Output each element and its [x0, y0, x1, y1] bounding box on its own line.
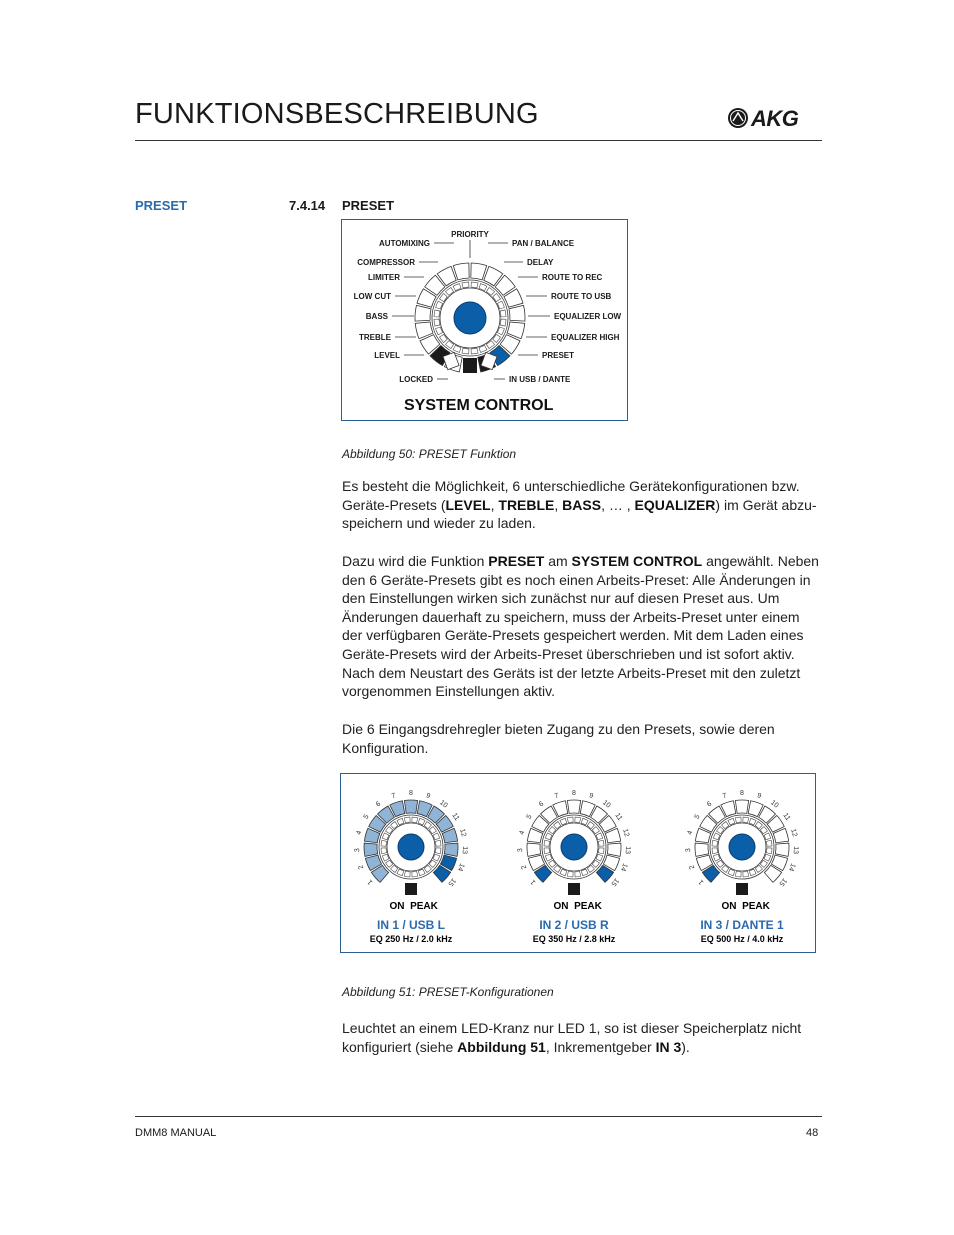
tick-label: 9 — [756, 792, 763, 801]
system-control-figure — [341, 219, 628, 421]
tick-label: 9 — [425, 792, 432, 801]
label-delay: DELAY — [527, 258, 554, 267]
text-run: Die 6 Eingangsdrehregler bieten Zugang zu den Presets, sowie deren Konfiguration. — [342, 721, 775, 756]
knob-ridge — [575, 817, 581, 823]
knob-ridge — [735, 817, 741, 823]
knob-title: IN 1 / USB L — [376, 918, 446, 932]
label-low-cut: LOW CUT — [353, 292, 391, 301]
tick-label: 1 — [529, 878, 538, 886]
system-control-diagram — [342, 220, 627, 420]
tick-label: 2 — [357, 863, 366, 871]
tick-label: 13 — [791, 846, 800, 855]
text-run: , — [554, 496, 563, 513]
text-run: am — [544, 553, 572, 569]
led-segment — [444, 843, 458, 856]
knob-ridge — [712, 848, 718, 854]
knob-in3-dante1 — [685, 790, 799, 944]
knob-ridge — [435, 848, 441, 854]
led-segment — [567, 800, 580, 813]
bold-term: IN 3 — [655, 1038, 682, 1055]
paragraph-1 — [342, 477, 822, 533]
knob-title: IN 2 / USB R — [539, 918, 609, 932]
input-knobs-diagram — [341, 774, 815, 952]
knob-ridge — [544, 848, 550, 854]
knob-center — [398, 834, 424, 860]
knob-center — [561, 834, 587, 860]
paragraph-3 — [342, 720, 822, 757]
label-automixing: AUTOMIXING — [379, 239, 430, 248]
bold-term: TREBLE — [498, 496, 555, 513]
knob-peak-label: PEAK — [410, 901, 438, 912]
knob-ridge — [381, 840, 387, 846]
bold-term: BASS — [562, 496, 602, 513]
text-run: , … , — [601, 496, 635, 513]
tick-label: 13 — [623, 846, 632, 855]
led-segment — [453, 263, 469, 280]
tick-label: 6 — [705, 800, 714, 809]
tick-label: 8 — [572, 790, 576, 797]
knob-on-label: ON — [389, 901, 405, 912]
knob-peak-label: PEAK — [574, 901, 602, 912]
tick-label: 3 — [684, 847, 693, 853]
preset-configurations-figure — [340, 773, 816, 953]
knob-ridge — [500, 319, 506, 326]
label-treble: TREBLE — [359, 333, 391, 342]
bold-term: EQUALIZER — [634, 496, 716, 513]
tick-label: 15 — [446, 876, 457, 888]
bold-term: SYSTEM CONTROL — [571, 553, 703, 569]
tick-label: 3 — [516, 847, 525, 853]
led-segment — [471, 263, 487, 280]
knob-in2-usbr — [517, 790, 631, 944]
page-header-title: FUNKTIONSBESCHREIBUNG — [135, 98, 539, 130]
knob-title: IN 3 / DANTE 1 — [700, 918, 784, 932]
led-center-indicator — [405, 883, 417, 895]
label-bass: BASS — [365, 312, 388, 321]
figure-51-caption: Abbildung 51: PRESET-Konfigurationen — [342, 985, 554, 999]
label-equalizer-high: EQUALIZER HIGH — [551, 333, 620, 342]
knob-ridge — [766, 840, 772, 846]
label-route-to-rec: ROUTE TO REC — [542, 273, 603, 282]
tick-label: 1 — [697, 878, 706, 886]
tick-label: 4 — [686, 830, 695, 836]
led-segment — [415, 305, 431, 321]
side-label: PRESET — [135, 198, 188, 213]
text-run: Dazu wird die Funktion — [342, 553, 489, 569]
knob-ridge — [743, 871, 749, 877]
tick-label: 15 — [777, 876, 788, 888]
footer-page-number: 48 — [806, 1127, 819, 1139]
label-in-usb-dante: IN USB / DANTE — [509, 375, 571, 384]
tick-label: 8 — [740, 790, 744, 797]
knob-ridge — [567, 817, 573, 823]
knob-in1-usbl — [354, 790, 468, 944]
label-level: LEVEL — [374, 351, 400, 360]
figure-50-caption: Abbildung 50: PRESET Funktion — [342, 447, 517, 461]
text-run: Leuchtet an einem LED-Kranz nur LED 1, so ist dieser Speicherplatz nicht konfiguriert (siehe — [342, 1020, 802, 1055]
led-locked-indicator — [463, 358, 477, 373]
knob-ridge — [404, 817, 410, 823]
knob-ridge — [766, 848, 772, 854]
tick-label: 14 — [786, 862, 797, 872]
knob-ridge — [434, 319, 440, 326]
tick-label: 11 — [613, 812, 624, 823]
knob-ridge — [471, 282, 478, 288]
brand-logo-text: AKG — [751, 106, 799, 131]
tick-label: 5 — [693, 813, 702, 821]
bold-term: Abbildung 51 — [457, 1038, 546, 1055]
knob-ridge — [471, 348, 478, 354]
knob-ridge — [712, 840, 718, 846]
led-segment — [775, 843, 789, 856]
knob-peak-label: PEAK — [742, 901, 770, 912]
akg-emblem-icon — [727, 107, 749, 129]
section-title: PRESET — [342, 198, 395, 213]
knob-ridge — [598, 848, 604, 854]
label-locked: LOCKED — [399, 375, 433, 384]
tick-label: 7 — [721, 792, 728, 801]
knob-ridge — [434, 310, 440, 317]
knob-ridge — [435, 840, 441, 846]
text-run: ) im Gerät abzu-speichern und wieder zu laden. — [342, 496, 817, 532]
led-segment — [364, 843, 378, 856]
knob-ridge — [743, 817, 749, 823]
label-preset: PRESET — [542, 351, 575, 360]
knob-ridge — [575, 871, 581, 877]
tick-label: 12 — [621, 828, 631, 838]
label-route-to-usb: ROUTE TO USB — [551, 292, 612, 301]
tick-label: 6 — [374, 800, 383, 809]
header-rule — [135, 140, 822, 141]
led-ring — [415, 263, 525, 373]
led-segment — [509, 305, 525, 321]
tick-label: 10 — [438, 799, 449, 810]
knob-ridge — [462, 348, 469, 354]
knob-center — [729, 834, 755, 860]
bold-term: PRESET — [488, 553, 545, 569]
knob-ridge — [462, 282, 469, 288]
knob-ridge — [381, 848, 387, 854]
knob-on-label: ON — [553, 901, 569, 912]
label-compressor: COMPRESSOR — [357, 258, 415, 267]
section-number: 7.4.14 — [289, 198, 326, 213]
tick-label: 13 — [460, 846, 469, 855]
system-control-title: SYSTEM CONTROL — [404, 397, 554, 414]
bold-term: LEVEL — [445, 496, 491, 513]
brand-logo — [727, 106, 823, 130]
tick-label: 11 — [781, 812, 792, 823]
text-run: , Inkrementgeber — [545, 1038, 656, 1055]
led-segment — [404, 800, 417, 813]
tick-label: 11 — [450, 812, 461, 823]
tick-label: 10 — [601, 799, 612, 810]
knob-ridge — [412, 871, 418, 877]
knob-ridge — [544, 840, 550, 846]
text-run: , — [490, 496, 499, 513]
led-segment — [695, 843, 709, 856]
led-segment — [735, 800, 748, 813]
knob-subtitle: EQ 500 Hz / 4.0 kHz — [700, 934, 784, 944]
tick-label: 3 — [353, 847, 362, 853]
led-segment — [527, 843, 541, 856]
tick-label: 2 — [520, 863, 529, 871]
tick-label: 7 — [553, 792, 560, 801]
knob-ridge — [567, 871, 573, 877]
tick-label: 10 — [769, 799, 780, 810]
knob-ridge — [500, 310, 506, 317]
label-limiter: LIMITER — [368, 273, 400, 282]
tick-label: 7 — [390, 792, 397, 801]
paragraph-2 — [342, 552, 822, 701]
text-run: ). — [681, 1038, 690, 1055]
knob-center — [454, 302, 486, 334]
label-pan-balance: PAN / BALANCE — [512, 239, 575, 248]
tick-label: 12 — [458, 828, 468, 838]
tick-label: 14 — [455, 862, 466, 872]
knob-subtitle: EQ 250 Hz / 2.0 kHz — [369, 934, 453, 944]
tick-label: 4 — [518, 830, 527, 836]
tick-label: 12 — [789, 828, 799, 838]
knob-ridge — [412, 817, 418, 823]
text-run: Es besteht die Möglichkeit, 6 unterschiedliche Gerätekonfigurationen bzw. Geräte-Presets ( — [342, 478, 800, 513]
tick-label: 1 — [366, 878, 375, 886]
tick-label: 2 — [688, 863, 697, 871]
tick-label: 5 — [362, 813, 371, 821]
text-run: angewählt. Neben den 6 Geräte-Presets gibt es noch einen Arbeits-Preset: Alle Änderungen in den Einstellungen wirken sich zunächst nur auf diesen Preset aus. Um Änderungen dauerhaft zu speichern, muss der Arbeits-Preset unter einem der verfügbaren Geräte-Presets gespeichert werden. Mit dem Laden eines Geräte-Presets wird der Arbeits-Preset überschrieben und ist sofort aktiv. Nach dem Neustart des Geräts ist der letzte Arbeits-Preset mit den zuletzt vorgenommen Einstellungen aktiv. — [342, 553, 819, 700]
knob-ridge — [598, 840, 604, 846]
led-center-indicator — [736, 883, 748, 895]
footer-rule — [135, 1116, 822, 1117]
tick-label: 8 — [409, 790, 413, 797]
led-center-indicator — [568, 883, 580, 895]
knob-subtitle: EQ 350 Hz / 2.8 kHz — [532, 934, 616, 944]
knob-ridge — [735, 871, 741, 877]
label-priority: PRIORITY — [451, 230, 489, 239]
tick-label: 6 — [537, 800, 546, 809]
tick-label: 15 — [609, 876, 620, 888]
tick-label: 5 — [525, 813, 534, 821]
knob-ridge — [404, 871, 410, 877]
tick-label: 4 — [355, 830, 364, 836]
tick-label: 14 — [618, 862, 629, 872]
knob-on-label: ON — [721, 901, 737, 912]
label-equalizer-low: EQUALIZER LOW — [554, 312, 622, 321]
footer-manual-name: DMM8 MANUAL — [135, 1127, 217, 1139]
led-segment — [607, 843, 621, 856]
tick-label: 9 — [588, 792, 595, 801]
paragraph-4 — [342, 1019, 822, 1056]
